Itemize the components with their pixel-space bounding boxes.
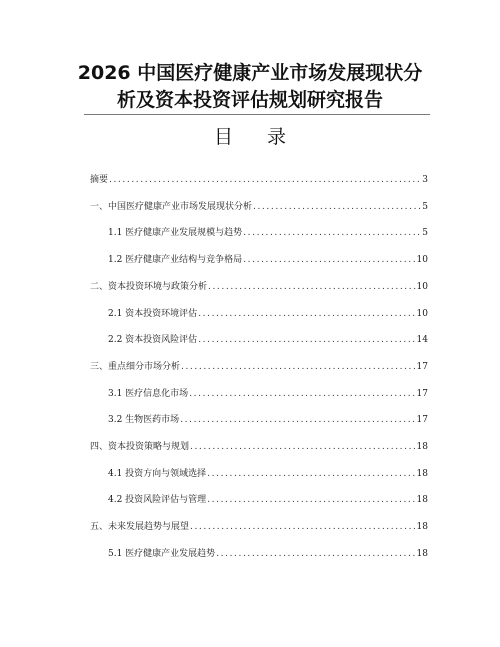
toc-entry-page-number: 17	[416, 415, 428, 426]
toc-leader-dots	[243, 252, 415, 268]
toc-entry-label: 3.1 医疗信息化市场	[108, 388, 189, 399]
toc-entry-label: 二、资本投资环境与政策分析	[90, 281, 208, 292]
toc-entry[interactable]	[108, 252, 428, 268]
toc-entry-label: 摘要	[90, 175, 109, 185]
toc-leader-dots	[207, 466, 415, 482]
toc-entry[interactable]	[108, 225, 428, 241]
toc-entry-label: 五、未来发展趋势与展望	[90, 522, 190, 533]
toc-leader-dots	[208, 279, 416, 295]
toc-entry-label: 三、重点细分市场分析	[90, 361, 181, 372]
document-title-line-1: 2026 中国医疗健康产业市场发展现状分	[77, 62, 423, 84]
toc-entry-page-number: 18	[416, 548, 428, 559]
toc-leader-dots	[207, 492, 415, 508]
document-title-line-2: 析及资本投资评估规划研究报告	[116, 89, 383, 111]
toc-entry-label: 1.2 医疗健康产业结构与竞争格局	[108, 255, 243, 266]
toc-entry-label: 4.2 投资风险评估与管理	[108, 495, 207, 506]
toc-leader-dots	[190, 439, 416, 455]
toc-entry-label: 3.2 生物医药市场	[108, 415, 180, 426]
toc-entry[interactable]	[108, 386, 428, 402]
toc-entry-page-number: 18	[416, 442, 428, 452]
toc-leader-dots	[198, 306, 415, 322]
toc-entry-label: 4.1 投资方向与领域选择	[108, 468, 207, 479]
toc-leader-dots	[181, 359, 416, 375]
toc-entry[interactable]	[90, 199, 428, 215]
toc-entry[interactable]	[108, 466, 428, 482]
toc-entry-page-number: 10	[416, 281, 428, 292]
toc-entry-page-number: 18	[416, 468, 428, 479]
toc-leader-dots	[109, 172, 421, 188]
toc-entry[interactable]	[90, 279, 428, 295]
toc-heading: 目 录	[213, 126, 301, 148]
toc-leader-dots	[190, 519, 416, 535]
toc-leader-dots	[189, 386, 415, 402]
toc-entry-page-number: 5	[422, 228, 428, 239]
toc-entry[interactable]	[108, 412, 428, 428]
toc-entry-page-number: 17	[416, 388, 428, 399]
toc-entry[interactable]	[90, 519, 428, 535]
toc-entry-page-number: 10	[416, 255, 428, 266]
toc-entry-label: 2.1 资本投资环境评估	[108, 308, 198, 319]
toc-leader-dots	[180, 412, 415, 428]
toc-leader-dots	[243, 225, 421, 241]
toc-entry-label: 5.1 医疗健康产业发展趋势	[108, 548, 216, 559]
toc-leader-dots	[253, 199, 421, 215]
toc-entry[interactable]	[90, 359, 428, 375]
toc-entry-page-number: 5	[422, 201, 428, 212]
toc-entry-page-number: 18	[416, 522, 428, 533]
toc-entry[interactable]	[108, 332, 428, 348]
toc-entry[interactable]	[90, 172, 428, 188]
toc-entry-label: 四、资本投资策略与规划	[90, 442, 190, 452]
toc-entry-page-number: 3	[422, 175, 428, 185]
toc-leader-dots	[216, 546, 415, 562]
toc-entry[interactable]	[108, 492, 428, 508]
toc-entry-page-number: 17	[416, 361, 428, 372]
toc-leader-dots	[198, 332, 415, 348]
toc-entry-label: 一、中国医疗健康产业市场发展现状分析	[90, 201, 253, 212]
toc-entry[interactable]	[108, 546, 428, 562]
toc-entry-page-number: 10	[416, 308, 428, 319]
toc-entry[interactable]	[90, 439, 428, 455]
toc-entry-label: 2.2 资本投资风险评估	[108, 335, 198, 346]
toc-entry-page-number: 18	[416, 495, 428, 506]
toc-entry[interactable]	[108, 306, 428, 322]
toc-entry-page-number: 14	[416, 335, 428, 346]
toc-entry-label: 1.1 医疗健康产业发展规模与趋势	[108, 228, 243, 239]
